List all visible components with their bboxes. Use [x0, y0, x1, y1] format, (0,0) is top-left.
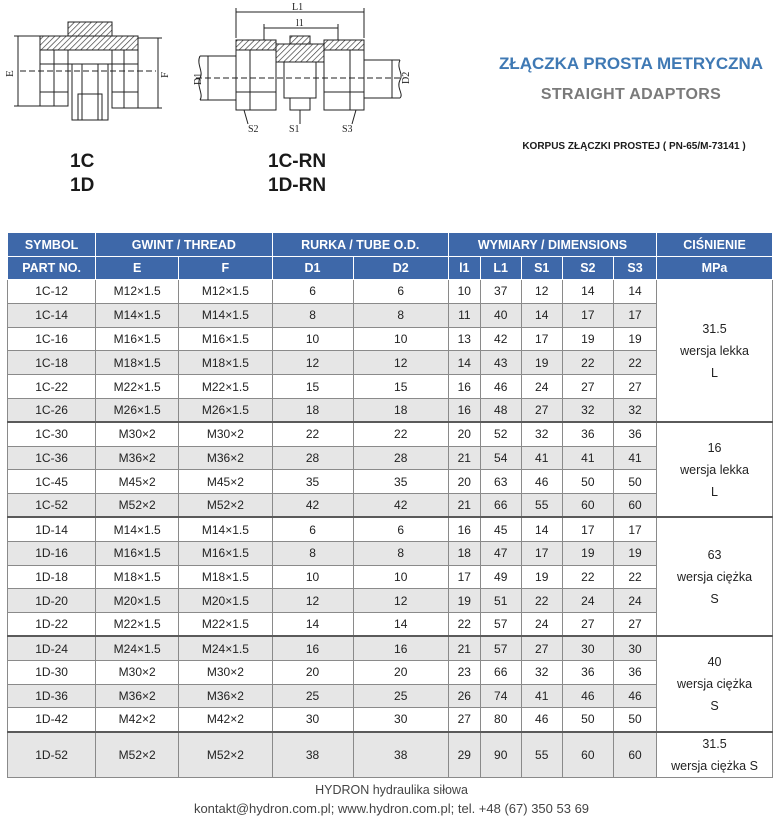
header-tube: RURKA / TUBE O.D.	[272, 233, 448, 257]
label-e: E	[4, 70, 16, 77]
table-cell: 52	[480, 422, 521, 446]
table-cell: 51	[480, 589, 521, 613]
table-cell: 27	[448, 708, 480, 732]
table-cell: 12	[521, 280, 562, 304]
table-cell: 41	[521, 684, 562, 708]
table-cell: 14	[562, 280, 613, 304]
table-cell: M22×1.5	[96, 613, 179, 637]
table-cell: 13	[448, 327, 480, 351]
table-cell: 22	[613, 351, 656, 375]
pressure-version: wersja ciężka	[677, 569, 753, 584]
table-cell: 36	[613, 660, 656, 684]
table-cell: 17	[521, 541, 562, 565]
table-cell: 14	[521, 517, 562, 541]
table-cell: 30	[272, 708, 353, 732]
table-cell: 18	[353, 398, 448, 422]
table-cell: 38	[353, 732, 448, 778]
table-cell: 12	[353, 589, 448, 613]
table-cell: M36×2	[96, 684, 179, 708]
table-cell: M14×1.5	[96, 303, 179, 327]
table-cell: 17	[562, 517, 613, 541]
table-cell: 1D-20	[8, 589, 96, 613]
table-cell: 20	[272, 660, 353, 684]
header-d1: D1	[272, 257, 353, 280]
pressure-value: 40	[707, 655, 722, 670]
table-cell: 35	[272, 470, 353, 494]
title-english: STRAIGHT ADAPTORS	[540, 86, 722, 103]
table-cell: 27	[562, 375, 613, 399]
code-1d-rn: 1D-RN	[268, 175, 327, 196]
pressure-suffix: L	[711, 365, 718, 380]
pressure-version: wersja lekka	[680, 462, 749, 477]
table-cell: 17	[448, 565, 480, 589]
table-cell: 24	[521, 375, 562, 399]
header-part-no: PART NO.	[8, 257, 96, 280]
table-row	[8, 280, 773, 304]
table-cell: 19	[562, 327, 613, 351]
table-cell: M16×1.5	[179, 541, 272, 565]
table-cell: 1C-12	[8, 280, 96, 304]
pressure-cell	[657, 280, 773, 423]
table-cell: M30×2	[96, 422, 179, 446]
table-cell: 14	[613, 280, 656, 304]
dimensions-table	[7, 232, 773, 778]
table-cell: M45×2	[179, 470, 272, 494]
table-cell: M20×1.5	[179, 589, 272, 613]
table-cell: 1C-52	[8, 494, 96, 518]
table-cell: 23	[448, 660, 480, 684]
label-d2: D2	[401, 71, 412, 84]
table-cell: M52×2	[96, 494, 179, 518]
header-l1: L1	[480, 257, 521, 280]
table-cell: M16×1.5	[96, 327, 179, 351]
table-cell: 36	[562, 422, 613, 446]
table-cell: 74	[480, 684, 521, 708]
table-cell: 11	[448, 303, 480, 327]
table-cell: 8	[272, 303, 353, 327]
table-cell: 30	[613, 636, 656, 660]
pressure-value: 31.5	[702, 321, 727, 336]
label-s2: S2	[248, 124, 259, 135]
table-cell: 42	[272, 494, 353, 518]
table-cell: 48	[480, 398, 521, 422]
table-cell: 46	[480, 375, 521, 399]
table-cell: 17	[613, 303, 656, 327]
table-cell: M18×1.5	[96, 351, 179, 375]
table-cell: M52×2	[179, 494, 272, 518]
table-cell: M20×1.5	[96, 589, 179, 613]
label-s1: S1	[289, 124, 300, 135]
header-f: F	[179, 257, 272, 280]
table-cell: 22	[448, 613, 480, 637]
table-cell: M18×1.5	[179, 565, 272, 589]
table-cell: 17	[562, 303, 613, 327]
pressure-cell	[657, 517, 773, 636]
norm-reference: KORPUS ZŁĄCZKI PROSTEJ ( PN-65/M-73141 )	[522, 141, 746, 152]
table-cell: 43	[480, 351, 521, 375]
table-cell: 45	[480, 517, 521, 541]
pressure-suffix: S	[710, 699, 719, 714]
table-cell: M14×1.5	[96, 517, 179, 541]
table-cell: 35	[353, 470, 448, 494]
table-cell: 16	[448, 517, 480, 541]
table-cell: 1D-42	[8, 708, 96, 732]
title-polish: ZŁĄCZKA PROSTA METRYCZNA	[498, 54, 764, 73]
table-cell: 66	[480, 494, 521, 518]
table-cell: 14	[521, 303, 562, 327]
table-cell: 25	[272, 684, 353, 708]
table-cell: M52×2	[96, 732, 179, 778]
table-cell: 15	[353, 375, 448, 399]
table-cell: 46	[613, 684, 656, 708]
pressure-suffix: L	[711, 484, 718, 499]
table-cell: M36×2	[179, 684, 272, 708]
table-cell: 36	[613, 422, 656, 446]
table-cell: 18	[448, 541, 480, 565]
code-1c: 1C	[70, 151, 95, 172]
table-cell: M14×1.5	[179, 303, 272, 327]
table-cell: 50	[562, 470, 613, 494]
table-cell: 22	[272, 422, 353, 446]
table-cell: 6	[353, 280, 448, 304]
table-cell: 22	[562, 565, 613, 589]
table-cell: 1D-14	[8, 517, 96, 541]
table-cell: 8	[272, 541, 353, 565]
table-cell: 1C-18	[8, 351, 96, 375]
table-cell: M36×2	[179, 446, 272, 470]
table-row	[8, 636, 773, 660]
table-cell: 14	[448, 351, 480, 375]
table-cell: M24×1.5	[96, 636, 179, 660]
table-row	[8, 422, 773, 446]
header-dimensions: WYMIARY / DIMENSIONS	[448, 233, 656, 257]
table-cell: 80	[480, 708, 521, 732]
table-cell: 1C-45	[8, 470, 96, 494]
table-cell: 22	[562, 351, 613, 375]
table-cell: 55	[521, 494, 562, 518]
table-cell: 50	[613, 470, 656, 494]
table-cell: M12×1.5	[96, 280, 179, 304]
table-cell: 32	[613, 398, 656, 422]
footer-company: HYDRON hydraulika siłowa	[315, 783, 468, 797]
pressure-cell	[657, 636, 773, 731]
table-cell: 6	[272, 280, 353, 304]
table-cell: 49	[480, 565, 521, 589]
table-cell: 41	[613, 446, 656, 470]
table-cell: 1D-36	[8, 684, 96, 708]
table-cell: 40	[480, 303, 521, 327]
table-cell: M22×1.5	[179, 375, 272, 399]
table-cell: M24×1.5	[179, 636, 272, 660]
table-cell: 21	[448, 494, 480, 518]
header-s2: S2	[562, 257, 613, 280]
table-cell: 27	[521, 636, 562, 660]
table-cell: 60	[613, 494, 656, 518]
table-cell: 27	[562, 613, 613, 637]
table-cell: 17	[521, 327, 562, 351]
footer-contact: kontakt@hydron.com.pl; www.hydron.com.pl; tel. +48 (67) 350 53 69	[193, 801, 590, 816]
table-cell: 30	[562, 636, 613, 660]
table-cell: 14	[272, 613, 353, 637]
pressure-value: 63	[707, 547, 722, 562]
table-cell: 90	[480, 732, 521, 778]
table-cell: 8	[353, 541, 448, 565]
table-cell: 1D-22	[8, 613, 96, 637]
pressure-version: wersja lekka	[680, 343, 749, 358]
table-cell: 36	[562, 660, 613, 684]
table-cell: 6	[353, 517, 448, 541]
table-cell: M16×1.5	[179, 327, 272, 351]
table-cell: 17	[613, 517, 656, 541]
pressure-cell	[657, 732, 773, 778]
pressure-version: wersja ciężka	[677, 677, 753, 692]
table-cell: 1C-26	[8, 398, 96, 422]
header-mpa: MPa	[657, 257, 773, 280]
header-thread: GWINT / THREAD	[96, 233, 272, 257]
label-f: F	[159, 71, 171, 78]
label-d1: D1	[193, 72, 204, 85]
table-cell: M30×2	[179, 422, 272, 446]
table-cell: 10	[353, 565, 448, 589]
table-cell: 12	[272, 589, 353, 613]
table-cell: 24	[613, 589, 656, 613]
table-cell: 16	[448, 398, 480, 422]
table-cell: 27	[613, 375, 656, 399]
table-cell: 46	[521, 708, 562, 732]
table-cell: 30	[353, 708, 448, 732]
table-cell: 6	[272, 517, 353, 541]
table-cell: 25	[353, 684, 448, 708]
table-cell: 27	[613, 613, 656, 637]
table-cell: 50	[613, 708, 656, 732]
table-cell: 22	[353, 422, 448, 446]
table-cell: 46	[562, 684, 613, 708]
table-cell: M22×1.5	[96, 375, 179, 399]
table-cell: 1D-16	[8, 541, 96, 565]
adaptor-drawing-left	[14, 22, 162, 120]
table-cell: M22×1.5	[179, 613, 272, 637]
table-cell: 54	[480, 446, 521, 470]
table-cell: 19	[521, 351, 562, 375]
table-cell: 1D-30	[8, 660, 96, 684]
table-cell: 16	[272, 636, 353, 660]
table-cell: 63	[480, 470, 521, 494]
table-cell: 12	[272, 351, 353, 375]
table-cell: 1C-16	[8, 327, 96, 351]
table-cell: 57	[480, 613, 521, 637]
table-cell: 19	[613, 541, 656, 565]
table-cell: 16	[353, 636, 448, 660]
table-cell: 19	[448, 589, 480, 613]
table-cell: 32	[521, 660, 562, 684]
header-pressure: CIŚNIENIE	[657, 233, 773, 257]
table-cell: 19	[562, 541, 613, 565]
table-cell: 41	[562, 446, 613, 470]
table-cell: 60	[562, 494, 613, 518]
pressure-value: 31.5	[702, 736, 727, 751]
table-cell: M42×2	[179, 708, 272, 732]
table-cell: 29	[448, 732, 480, 778]
table-cell: 19	[521, 565, 562, 589]
table-cell: 14	[353, 613, 448, 637]
table-cell: 10	[448, 280, 480, 304]
table-cell: 60	[613, 732, 656, 778]
table-cell: 24	[562, 589, 613, 613]
table-cell: 37	[480, 280, 521, 304]
table-cell: 50	[562, 708, 613, 732]
table-cell: 21	[448, 446, 480, 470]
table-cell: 22	[613, 565, 656, 589]
table-cell: 1D-18	[8, 565, 96, 589]
header-s3: S3	[613, 257, 656, 280]
table-cell: 20	[353, 660, 448, 684]
table-cell: 57	[480, 636, 521, 660]
table-cell: 1D-52	[8, 732, 96, 778]
table-row	[8, 517, 773, 541]
table-cell: 1D-24	[8, 636, 96, 660]
label-l1-lower: l1	[296, 18, 304, 29]
table-cell: M18×1.5	[96, 565, 179, 589]
table-cell: 15	[272, 375, 353, 399]
header-s1: S1	[521, 257, 562, 280]
pressure-value: 16	[707, 440, 722, 455]
table-cell: 21	[448, 636, 480, 660]
table-cell: 60	[562, 732, 613, 778]
table-cell: 1C-36	[8, 446, 96, 470]
table-cell: 1C-30	[8, 422, 96, 446]
table-cell: 8	[353, 303, 448, 327]
table-cell: M16×1.5	[96, 541, 179, 565]
table-cell: 16	[448, 375, 480, 399]
table-cell: 38	[272, 732, 353, 778]
table-cell: 24	[521, 613, 562, 637]
code-1d: 1D	[70, 175, 95, 196]
table-cell: 28	[272, 446, 353, 470]
table-cell: 66	[480, 660, 521, 684]
table-cell: M26×1.5	[96, 398, 179, 422]
table-cell: 19	[613, 327, 656, 351]
code-1c-rn: 1C-RN	[268, 151, 327, 172]
table-cell: 10	[272, 327, 353, 351]
table-cell: M52×2	[179, 732, 272, 778]
table-cell: M42×2	[96, 708, 179, 732]
table-cell: M30×2	[179, 660, 272, 684]
table-cell: M14×1.5	[179, 517, 272, 541]
table-cell: 1C-22	[8, 375, 96, 399]
table-cell: 41	[521, 446, 562, 470]
pressure-cell	[657, 422, 773, 517]
table-cell: 32	[521, 422, 562, 446]
header-symbol: SYMBOL	[8, 233, 96, 257]
table-cell: 20	[448, 470, 480, 494]
table-cell: 22	[521, 589, 562, 613]
table-cell: 1C-14	[8, 303, 96, 327]
header-e: E	[96, 257, 179, 280]
table-cell: M18×1.5	[179, 351, 272, 375]
label-s3: S3	[342, 124, 353, 135]
table-cell: 46	[521, 470, 562, 494]
table-cell: 12	[353, 351, 448, 375]
table-cell: 20	[448, 422, 480, 446]
table-cell: M12×1.5	[179, 280, 272, 304]
table-row	[8, 732, 773, 778]
table-cell: 42	[480, 327, 521, 351]
table-cell: 10	[353, 327, 448, 351]
label-l1-upper: L1	[292, 2, 304, 13]
table-cell: 47	[480, 541, 521, 565]
table-cell: 18	[272, 398, 353, 422]
table-cell: 27	[521, 398, 562, 422]
header-d2: D2	[353, 257, 448, 280]
table-cell: 55	[521, 732, 562, 778]
table-cell: M30×2	[96, 660, 179, 684]
table-cell: 26	[448, 684, 480, 708]
table-cell: M45×2	[96, 470, 179, 494]
table-cell: M26×1.5	[179, 398, 272, 422]
table-cell: 32	[562, 398, 613, 422]
table-cell: 42	[353, 494, 448, 518]
pressure-version: wersja ciężka S	[671, 758, 758, 773]
table-cell: 28	[353, 446, 448, 470]
header-l1-small: l1	[448, 257, 480, 280]
table-cell: M36×2	[96, 446, 179, 470]
table-cell: 10	[272, 565, 353, 589]
pressure-suffix: S	[710, 591, 719, 606]
